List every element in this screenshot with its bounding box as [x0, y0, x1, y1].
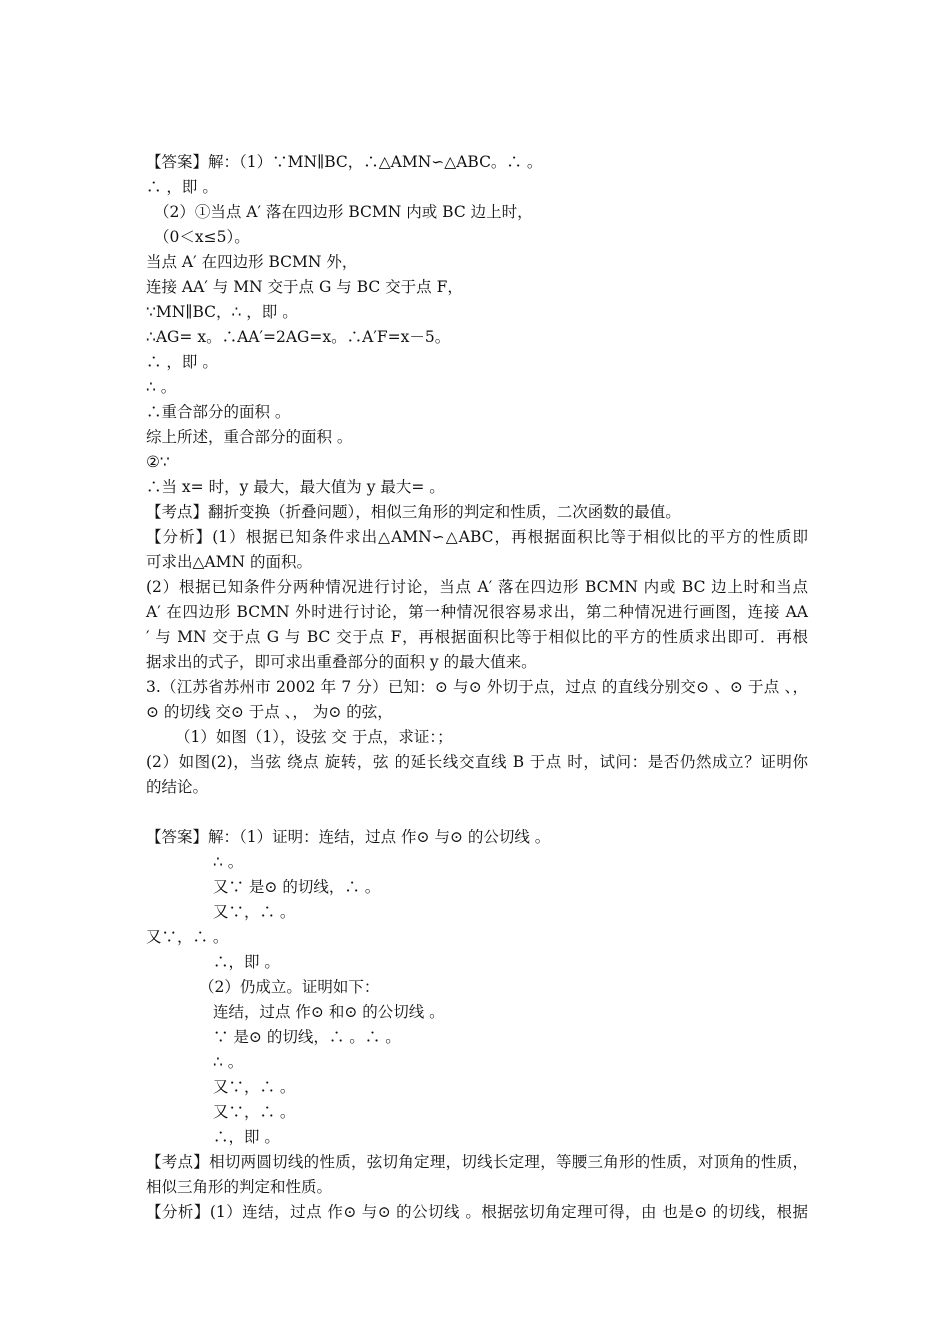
- text-line: 据求出的式子，即可求出重叠部分的面积 y 的最大值来。: [146, 653, 537, 671]
- text-line: ⊙ 的切线 交⊙ 于点 、， 为⊙ 的弦，: [146, 703, 393, 721]
- question-3-title: 3.（江苏省苏州市 2002 年 7 分）已知：⊙ 与⊙ 外切于点，过点 的直线分别交⊙ 、⊙ 于点 、，: [146, 678, 808, 696]
- analysis-1: 【分析】(1）根据已知条件求出△AMN∽△ABC，再根据面积比等于相似比的平方的性质即: [146, 528, 808, 546]
- text-line: 相似三角形的判定和性质。: [146, 1178, 333, 1196]
- text-line: ∴ ，即 。: [146, 353, 218, 371]
- text-line: (2）根据已知条件分两种情况进行讨论，当点 A′ 落在四边形 BCMN 内或 BC 边上时和当点: [146, 578, 808, 596]
- text-line: ②∵: [146, 453, 170, 471]
- text-line: ∴AG= x。∴AA′=2AG=x。∴A′F=x－5。: [146, 328, 451, 346]
- text-line: ∴ 。: [146, 378, 177, 396]
- text-line: 的结论。: [146, 778, 209, 796]
- analysis-3: 【分析】(1）连结，过点 作⊙ 与⊙ 的公切线 。根据弦切角定理可得，由 也是⊙ 的切线，根据: [146, 1203, 808, 1221]
- text-line: ∴ 。: [213, 853, 244, 871]
- knowledge-point-3: 【考点】相切两圆切线的性质，弦切角定理，切线长定理，等腰三角形的性质，对顶角的性质，: [146, 1153, 808, 1171]
- text-line: ∴ 。: [213, 1053, 244, 1071]
- text-line: 可求出△AMN 的面积。: [146, 553, 312, 571]
- text-line: 又∵，∴ 。: [146, 928, 229, 946]
- text-line: （2）①当点 A′ 落在四边形 BCMN 内或 BC 边上时，: [154, 203, 533, 221]
- text-line: 又∵，∴ 。: [213, 1078, 296, 1096]
- question-3-part-2: (2）如图(2)，当弦 绕点 旋转，弦 的延长线交直线 B 于点 时，试问：是否仍然成立？证明你: [146, 753, 808, 771]
- answer-1-heading: 【答案】解：（1）∵MN∥BC，∴△AMN∽△ABC。∴ 。: [146, 153, 543, 171]
- text-line: 又∵，∴ 。: [213, 903, 296, 921]
- text-line: 连结，过点 作⊙ 和⊙ 的公切线 。: [213, 1003, 445, 1021]
- text-line: （2）仍成立。证明如下：: [199, 978, 380, 996]
- text-line: ∴重合部分的面积 。: [146, 403, 291, 421]
- text-line: 又∵ 是⊙ 的切线，∴ 。: [213, 878, 381, 896]
- text-line: ′ 与 MN 交于点 G 与 BC 交于点 F，再根据面积比等于相似比的平方的性质求出即可．再根: [146, 628, 808, 646]
- text-line: ∵MN∥BC，∴ ，即 。: [146, 303, 298, 321]
- text-line: 又∵，∴ 。: [213, 1103, 296, 1121]
- text-line: ∴当 x= 时，y 最大，最大值为 y 最大= 。: [146, 478, 445, 496]
- text-line: 综上所述，重合部分的面积 。: [146, 428, 353, 446]
- text-line: ∴，即 。: [213, 1128, 280, 1146]
- text-line: 当点 A′ 在四边形 BCMN 外，: [146, 253, 358, 271]
- text-line: ∴，即 。: [213, 953, 280, 971]
- question-3-part-1: （1）如图（1），设弦 交 于点，求证：；: [175, 728, 453, 746]
- text-line: 连接 AA′ 与 MN 交于点 G 与 BC 交于点 F，: [146, 278, 463, 296]
- text-line: ∵ 是⊙ 的切线，∴ 。∴ 。: [213, 1028, 401, 1046]
- text-line: ∴ ，即 。: [146, 178, 218, 196]
- knowledge-point-1: 【考点】翻折变换（折叠问题），相似三角形的判定和性质，二次函数的最值。: [146, 503, 681, 521]
- text-line: A′ 在四边形 BCMN 外时进行讨论，第一种情况很容易求出，第二种情况进行画图，连接 AA: [146, 603, 808, 621]
- text-line: （0＜x≤5）。: [154, 228, 250, 246]
- answer-3-heading: 【答案】解：（1）证明：连结，过点 作⊙ 与⊙ 的公切线 。: [146, 828, 551, 846]
